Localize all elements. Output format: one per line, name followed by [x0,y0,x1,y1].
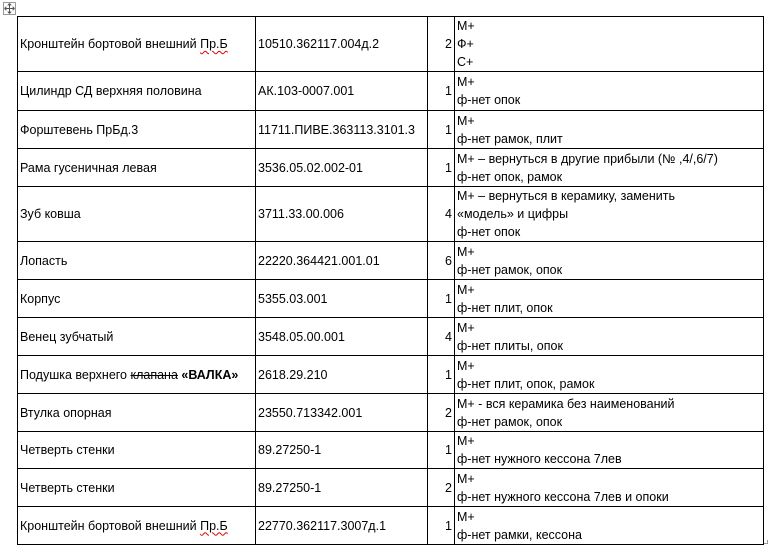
note-line: М+ - вся керамика без наименований [457,396,675,411]
quantity-cell[interactable]: 1 [428,111,455,149]
note-line: «модель» и цифры [457,207,569,221]
note-line: М+ – вернуться в другие прибыли (№ ,4/,6/7) [457,151,718,166]
part-name-cell[interactable] [18,432,256,469]
table-row [18,242,764,280]
table-row [18,72,764,111]
quantity-cell[interactable]: 2 [428,17,455,72]
note-line: ф-нет опок [457,93,521,107]
note-line: ф-нет рамки, кессона [457,527,582,542]
quantity-cell[interactable]: 1 [428,280,455,318]
part-name-cell[interactable] [18,72,256,111]
notes-cell[interactable] [455,242,764,280]
quantity-cell[interactable]: 4 [428,187,455,242]
table-row [18,17,764,72]
part-name-cell[interactable] [18,356,256,394]
table-row [18,507,764,545]
part-code-cell[interactable]: 22220.364421.001.01 [256,242,428,280]
part-name: Форштевень ПрБд.3 [20,122,139,137]
quantity-cell[interactable]: 1 [428,356,455,394]
part-code-cell[interactable]: 89.27250-1 [256,432,428,469]
part-code-cell[interactable]: 3536.05.02.002-01 [256,149,428,187]
note-line: ф-нет рамок, опок [457,262,563,277]
notes-cell[interactable] [455,394,764,432]
part-name-cell[interactable] [18,394,256,432]
quantity-cell[interactable]: 2 [428,469,455,507]
part-name-spellcheck-flag: Пр.Б [200,37,228,51]
notes-cell[interactable] [455,432,764,469]
part-name-bold: «ВАЛКА» [177,367,239,382]
part-name-cell[interactable] [18,242,256,280]
quantity-cell[interactable]: 1 [428,432,455,469]
table-row [18,356,764,394]
note-line: М+ – вернуться в керамику, заменить [457,189,675,203]
part-code-cell[interactable]: 3711.33.00.006 [256,187,428,242]
note-line: ф-нет нужного кессона 7лев и опоки [457,489,669,504]
part-code-cell[interactable]: 11711.ПИВЕ.363113.3101.3 [256,111,428,149]
part-name: Рама гусеничная левая [20,160,157,175]
part-name-cell[interactable] [18,469,256,507]
notes-cell[interactable] [455,187,764,242]
note-line: ф-нет рамок, плит [457,131,563,146]
part-name: Втулка опорная [20,405,112,420]
note-line: М+ [457,434,475,448]
note-line: ф-нет плит, опок [457,300,553,315]
part-code-cell[interactable]: 10510.362117.004д.2 [256,17,428,72]
parts-table [17,16,764,545]
note-line: С+ [457,55,474,69]
notes-cell[interactable] [455,318,764,356]
note-line: ф-нет нужного кессона 7лев [457,452,622,466]
part-name: Четверть стенки [20,480,115,495]
note-line: М+ [457,471,475,486]
part-name-struck: клапана [130,367,178,382]
notes-cell[interactable] [455,507,764,545]
note-line: ф-нет плиты, опок [457,338,563,353]
table-row [18,111,764,149]
table-row [18,149,764,187]
part-name: Корпус [20,291,61,306]
part-name: Кронштейн бортовой внешний [20,37,201,51]
quantity-cell[interactable]: 4 [428,318,455,356]
note-line: ф-нет рамок, опок [457,414,563,429]
document-end-mark [764,540,768,544]
table-row [18,187,764,242]
note-line: М+ [457,75,475,89]
part-name: Лопасть [20,253,68,268]
table-row [18,280,764,318]
note-line: Ф+ [457,37,474,51]
table-move-handle-icon[interactable] [3,2,16,15]
part-name: Четверть стенки [20,443,115,457]
notes-cell[interactable] [455,356,764,394]
table-body [18,17,764,545]
quantity-cell[interactable]: 1 [428,72,455,111]
quantity-cell[interactable]: 6 [428,242,455,280]
note-line: М+ [457,19,475,33]
note-line: М+ [457,244,475,259]
part-name-cell[interactable] [18,111,256,149]
part-name-spellcheck-flag: Пр.Б [200,518,228,533]
note-line: М+ [457,113,475,128]
part-code-cell[interactable]: 89.27250-1 [256,469,428,507]
note-line: ф-нет плит, опок, рамок [457,376,595,391]
note-line: М+ [457,509,475,524]
table-row [18,469,764,507]
part-code-cell[interactable]: 2618.29.210 [256,356,428,394]
quantity-cell[interactable]: 1 [428,149,455,187]
notes-cell[interactable] [455,72,764,111]
quantity-cell[interactable]: 1 [428,507,455,545]
part-code-cell[interactable]: 23550.713342.001 [256,394,428,432]
notes-cell[interactable] [455,280,764,318]
notes-cell[interactable] [455,149,764,187]
part-code-cell[interactable]: АК.103-0007.001 [256,72,428,111]
quantity-cell[interactable]: 2 [428,394,455,432]
table-row [18,432,764,469]
note-line: ф-нет опок [457,225,521,239]
part-name-cell[interactable] [18,280,256,318]
part-code-cell[interactable]: 3548.05.00.001 [256,318,428,356]
note-line: М+ [457,282,475,297]
part-name-cell[interactable] [18,149,256,187]
part-name: Подушка верхнего [20,367,131,382]
part-name: Кронштейн бортовой внешний [20,518,201,533]
part-name: Цилиндр СД верхняя половина [20,84,202,98]
notes-cell[interactable] [455,469,764,507]
part-name: Венец зубчатый [20,329,114,344]
part-name: Зуб ковша [20,207,81,221]
part-name-cell[interactable] [18,318,256,356]
part-name-cell[interactable] [18,187,256,242]
part-name-cell[interactable] [18,507,256,545]
table-row [18,394,764,432]
note-line: М+ [457,320,475,335]
notes-cell[interactable] [455,17,764,72]
note-line: М+ [457,358,475,373]
part-name-cell[interactable] [18,17,256,72]
note-line: ф-нет опок, рамок [457,169,563,184]
notes-cell[interactable] [455,111,764,149]
table-row [18,318,764,356]
part-code-cell[interactable]: 22770.362117.3007д.1 [256,507,428,545]
part-code-cell[interactable]: 5355.03.001 [256,280,428,318]
